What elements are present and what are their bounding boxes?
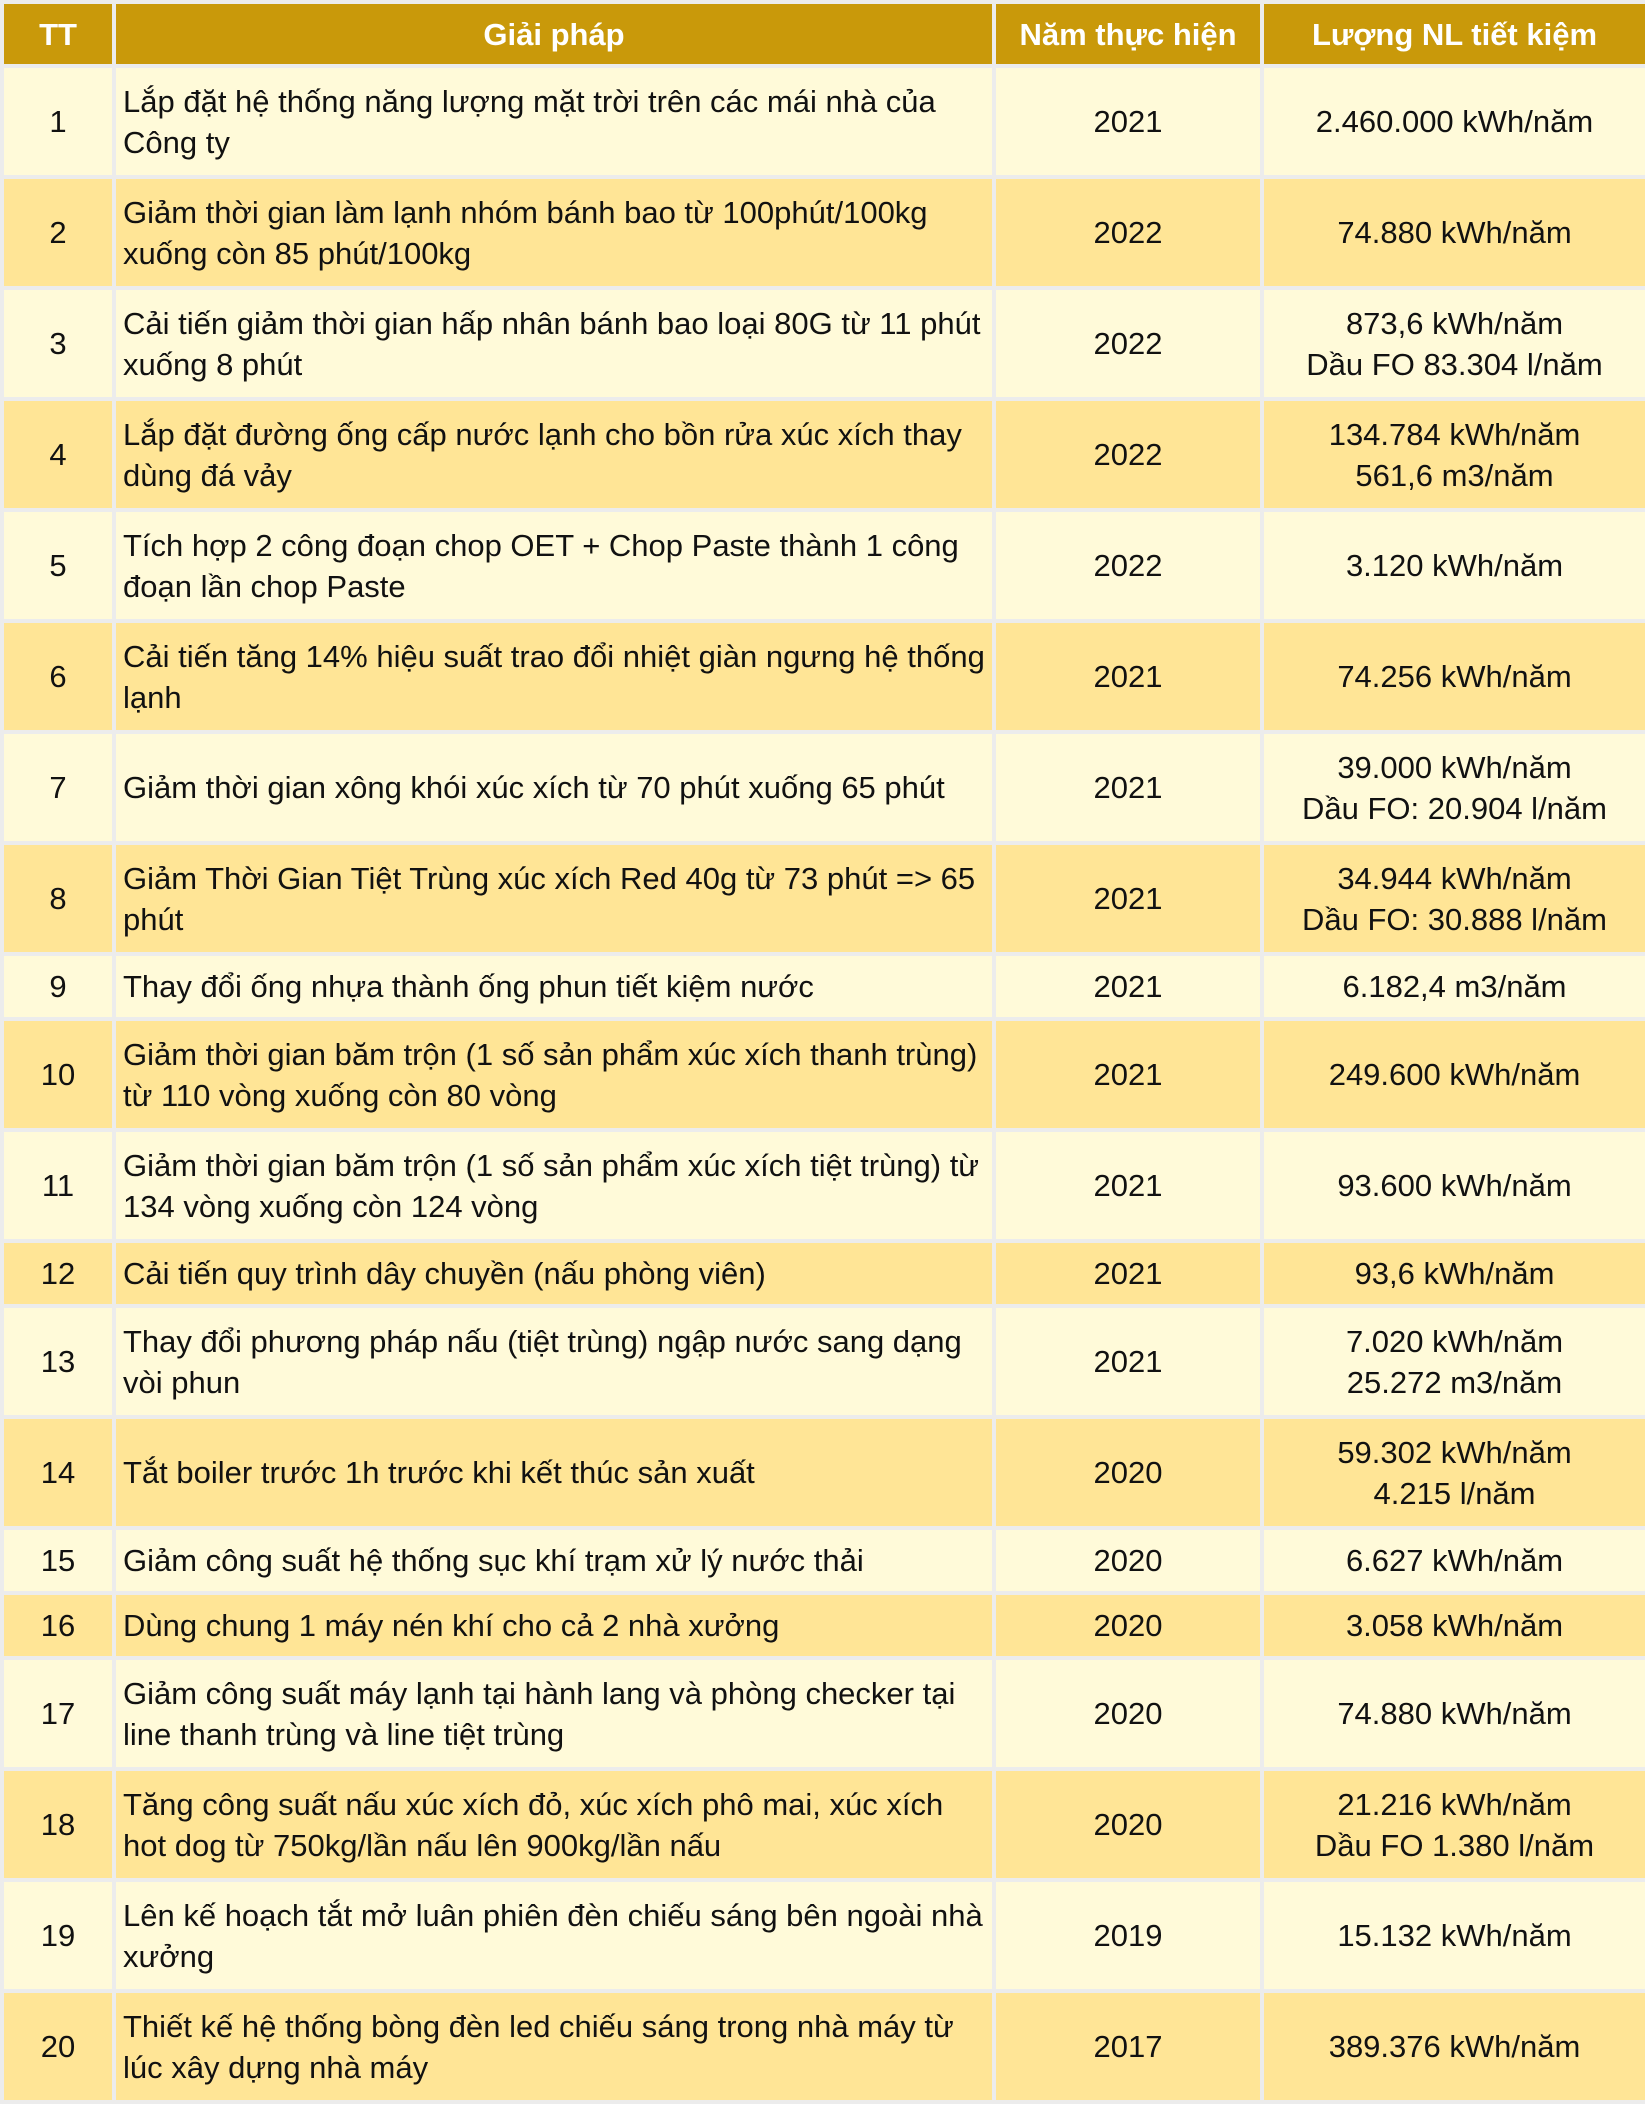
cell-year: 2022	[994, 177, 1262, 288]
cell-tt: 19	[2, 1880, 114, 1991]
cell-year: 2022	[994, 399, 1262, 510]
cell-tt: 4	[2, 399, 114, 510]
cell-year: 2021	[994, 732, 1262, 843]
table-row	[2, 954, 1645, 1019]
table-row	[2, 843, 1645, 954]
cell-solution: Tăng công suất nấu xúc xích đỏ, xúc xích phô mai, xúc xích hot dog từ 750kg/lần nấu lên 900kg/lần nấu	[114, 1769, 994, 1880]
table-row	[2, 1528, 1645, 1593]
cell-year: 2020	[994, 1658, 1262, 1769]
cell-saving	[1262, 732, 1645, 843]
cell-saving	[1262, 954, 1645, 1019]
cell-solution: Cải tiến giảm thời gian hấp nhân bánh bao loại 80G từ 11 phút xuống 8 phút	[114, 288, 994, 399]
saving-line: 3.120 kWh/năm	[1345, 548, 1564, 583]
saving-line: Dầu FO 83.304 l/năm	[1306, 346, 1603, 382]
cell-solution: Thay đổi ống nhựa thành ống phun tiết kiệm nước	[114, 954, 994, 1019]
saving-line: 7.020 kWh/năm	[1345, 1323, 1564, 1359]
cell-solution: Giảm Thời Gian Tiệt Trùng xúc xích Red 40g từ 73 phút => 65 phút	[114, 843, 994, 954]
saving-line: Dầu FO: 30.888 l/năm	[1302, 901, 1607, 937]
cell-solution: Giảm công suất máy lạnh tại hành lang và phòng checker tại line thanh trùng và line tiệt trùng	[114, 1658, 994, 1769]
cell-year: 2021	[994, 1019, 1262, 1130]
saving-line: 39.000 kWh/năm	[1337, 749, 1572, 785]
table-row	[2, 1019, 1645, 1130]
cell-year: 2022	[994, 510, 1262, 621]
cell-solution: Cải tiến quy trình dây chuyền (nấu phòng viên)	[114, 1241, 994, 1306]
saving-line: 25.272 m3/năm	[1346, 1364, 1563, 1400]
cell-solution: Cải tiến tăng 14% hiệu suất trao đổi nhiệt giàn ngưng hệ thống lạnh	[114, 621, 994, 732]
table-row	[2, 177, 1645, 288]
saving-line: 21.216 kWh/năm	[1337, 1786, 1572, 1822]
table-row	[2, 1880, 1645, 1991]
saving-line: 34.944 kWh/năm	[1337, 860, 1572, 896]
table-row	[2, 1417, 1645, 1528]
saving-line: 2.460.000 kWh/năm	[1315, 104, 1594, 139]
cell-year: 2019	[994, 1880, 1262, 1991]
cell-solution: Tích hợp 2 công đoạn chop OET + Chop Paste thành 1 công đoạn lần chop Paste	[114, 510, 994, 621]
table-row	[2, 732, 1645, 843]
saving-line: Dầu FO: 20.904 l/năm	[1302, 790, 1607, 826]
cell-tt: 1	[2, 66, 114, 177]
cell-tt: 2	[2, 177, 114, 288]
cell-year: 2021	[994, 1130, 1262, 1241]
table-row	[2, 1658, 1645, 1769]
header-year: Năm thực hiện	[994, 2, 1262, 66]
saving-line: 249.600 kWh/năm	[1328, 1057, 1581, 1092]
cell-saving	[1262, 1417, 1645, 1528]
saving-line: 59.302 kWh/năm	[1337, 1434, 1572, 1470]
cell-tt: 8	[2, 843, 114, 954]
cell-solution: Giảm thời gian xông khói xúc xích từ 70 phút xuống 65 phút	[114, 732, 994, 843]
cell-saving	[1262, 1306, 1645, 1417]
header-tt: TT	[2, 2, 114, 66]
cell-tt: 18	[2, 1769, 114, 1880]
cell-tt: 9	[2, 954, 114, 1019]
saving-line: 873,6 kWh/năm	[1345, 305, 1564, 341]
cell-saving	[1262, 1658, 1645, 1769]
cell-year: 2020	[994, 1593, 1262, 1658]
cell-solution: Thiết kế hệ thống bòng đèn led chiếu sáng trong nhà máy từ lúc xây dựng nhà máy	[114, 1991, 994, 2102]
saving-line: 74.256 kWh/năm	[1337, 659, 1572, 694]
saving-line: 93.600 kWh/năm	[1337, 1168, 1572, 1203]
cell-saving	[1262, 1130, 1645, 1241]
cell-solution: Giảm thời gian băm trộn (1 số sản phẩm xúc xích tiệt trùng) từ 134 vòng xuống còn 124 vòng	[114, 1130, 994, 1241]
cell-tt: 7	[2, 732, 114, 843]
saving-line: 561,6 m3/năm	[1355, 457, 1554, 493]
cell-solution: Lắp đặt đường ống cấp nước lạnh cho bồn rửa xúc xích thay dùng đá vảy	[114, 399, 994, 510]
header-solution: Giải pháp	[114, 2, 994, 66]
cell-solution: Lắp đặt hệ thống năng lượng mặt trời trên các mái nhà của Công ty	[114, 66, 994, 177]
table-row	[2, 510, 1645, 621]
cell-year: 2020	[994, 1769, 1262, 1880]
cell-solution: Thay đổi phương pháp nấu (tiệt trùng) ngập nước sang dạng vòi phun	[114, 1306, 994, 1417]
saving-line: 134.784 kWh/năm	[1328, 416, 1581, 452]
cell-saving	[1262, 1769, 1645, 1880]
cell-tt: 20	[2, 1991, 114, 2102]
cell-tt: 16	[2, 1593, 114, 1658]
cell-saving	[1262, 1991, 1645, 2102]
table-row	[2, 66, 1645, 177]
saving-line: Dầu FO 1.380 l/năm	[1314, 1827, 1595, 1863]
table-row	[2, 1241, 1645, 1306]
cell-saving	[1262, 1241, 1645, 1306]
cell-tt: 3	[2, 288, 114, 399]
cell-year: 2021	[994, 1306, 1262, 1417]
cell-tt: 6	[2, 621, 114, 732]
cell-tt: 14	[2, 1417, 114, 1528]
table-row	[2, 1769, 1645, 1880]
cell-year: 2017	[994, 1991, 1262, 2102]
cell-year: 2020	[994, 1417, 1262, 1528]
cell-year: 2022	[994, 288, 1262, 399]
saving-line: 74.880 kWh/năm	[1337, 215, 1572, 250]
cell-year: 2021	[994, 843, 1262, 954]
cell-solution: Giảm thời gian băm trộn (1 số sản phẩm xúc xích thanh trùng) từ 110 vòng xuống còn 80 vòng	[114, 1019, 994, 1130]
cell-tt: 10	[2, 1019, 114, 1130]
cell-year: 2020	[994, 1528, 1262, 1593]
saving-line: 4.215 l/năm	[1373, 1475, 1536, 1511]
saving-line: 3.058 kWh/năm	[1345, 1608, 1564, 1643]
saving-line: 93,6 kWh/năm	[1354, 1256, 1555, 1291]
cell-saving	[1262, 510, 1645, 621]
table-row	[2, 1991, 1645, 2102]
cell-saving	[1262, 399, 1645, 510]
cell-solution: Giảm công suất hệ thống sục khí trạm xử lý nước thải	[114, 1528, 994, 1593]
table-row	[2, 1130, 1645, 1241]
cell-saving	[1262, 1528, 1645, 1593]
table-row	[2, 1593, 1645, 1658]
cell-saving	[1262, 843, 1645, 954]
cell-saving	[1262, 621, 1645, 732]
header-row	[2, 2, 1645, 66]
cell-tt: 5	[2, 510, 114, 621]
cell-year: 2021	[994, 954, 1262, 1019]
cell-saving	[1262, 1593, 1645, 1658]
table-row	[2, 1306, 1645, 1417]
cell-solution: Dùng chung 1 máy nén khí cho cả 2 nhà xưởng	[114, 1593, 994, 1658]
cell-tt: 17	[2, 1658, 114, 1769]
cell-solution: Giảm thời gian làm lạnh nhóm bánh bao từ 100phút/100kg xuống còn 85 phút/100kg	[114, 177, 994, 288]
header-saving: Lượng NL tiết kiệm	[1262, 2, 1645, 66]
cell-year: 2021	[994, 1241, 1262, 1306]
saving-line: 6.627 kWh/năm	[1345, 1543, 1564, 1578]
cell-tt: 13	[2, 1306, 114, 1417]
table-row	[2, 288, 1645, 399]
cell-saving	[1262, 1880, 1645, 1991]
cell-year: 2021	[994, 66, 1262, 177]
cell-tt: 11	[2, 1130, 114, 1241]
saving-line: 74.880 kWh/năm	[1337, 1696, 1572, 1731]
cell-saving	[1262, 66, 1645, 177]
cell-solution: Tắt boiler trước 1h trước khi kết thúc sản xuất	[114, 1417, 994, 1528]
table-header	[2, 2, 1645, 66]
cell-saving	[1262, 177, 1645, 288]
cell-tt: 15	[2, 1528, 114, 1593]
table-row	[2, 399, 1645, 510]
saving-line: 15.132 kWh/năm	[1337, 1918, 1572, 1953]
cell-year: 2021	[994, 621, 1262, 732]
saving-line: 389.376 kWh/năm	[1328, 2029, 1581, 2064]
cell-solution: Lên kế hoạch tắt mở luân phiên đèn chiếu sáng bên ngoài nhà xưởng	[114, 1880, 994, 1991]
table-row	[2, 621, 1645, 732]
cell-saving	[1262, 288, 1645, 399]
table-body	[2, 66, 1645, 2102]
saving-line: 6.182,4 m3/năm	[1342, 969, 1567, 1004]
cell-tt: 12	[2, 1241, 114, 1306]
cell-saving	[1262, 1019, 1645, 1130]
